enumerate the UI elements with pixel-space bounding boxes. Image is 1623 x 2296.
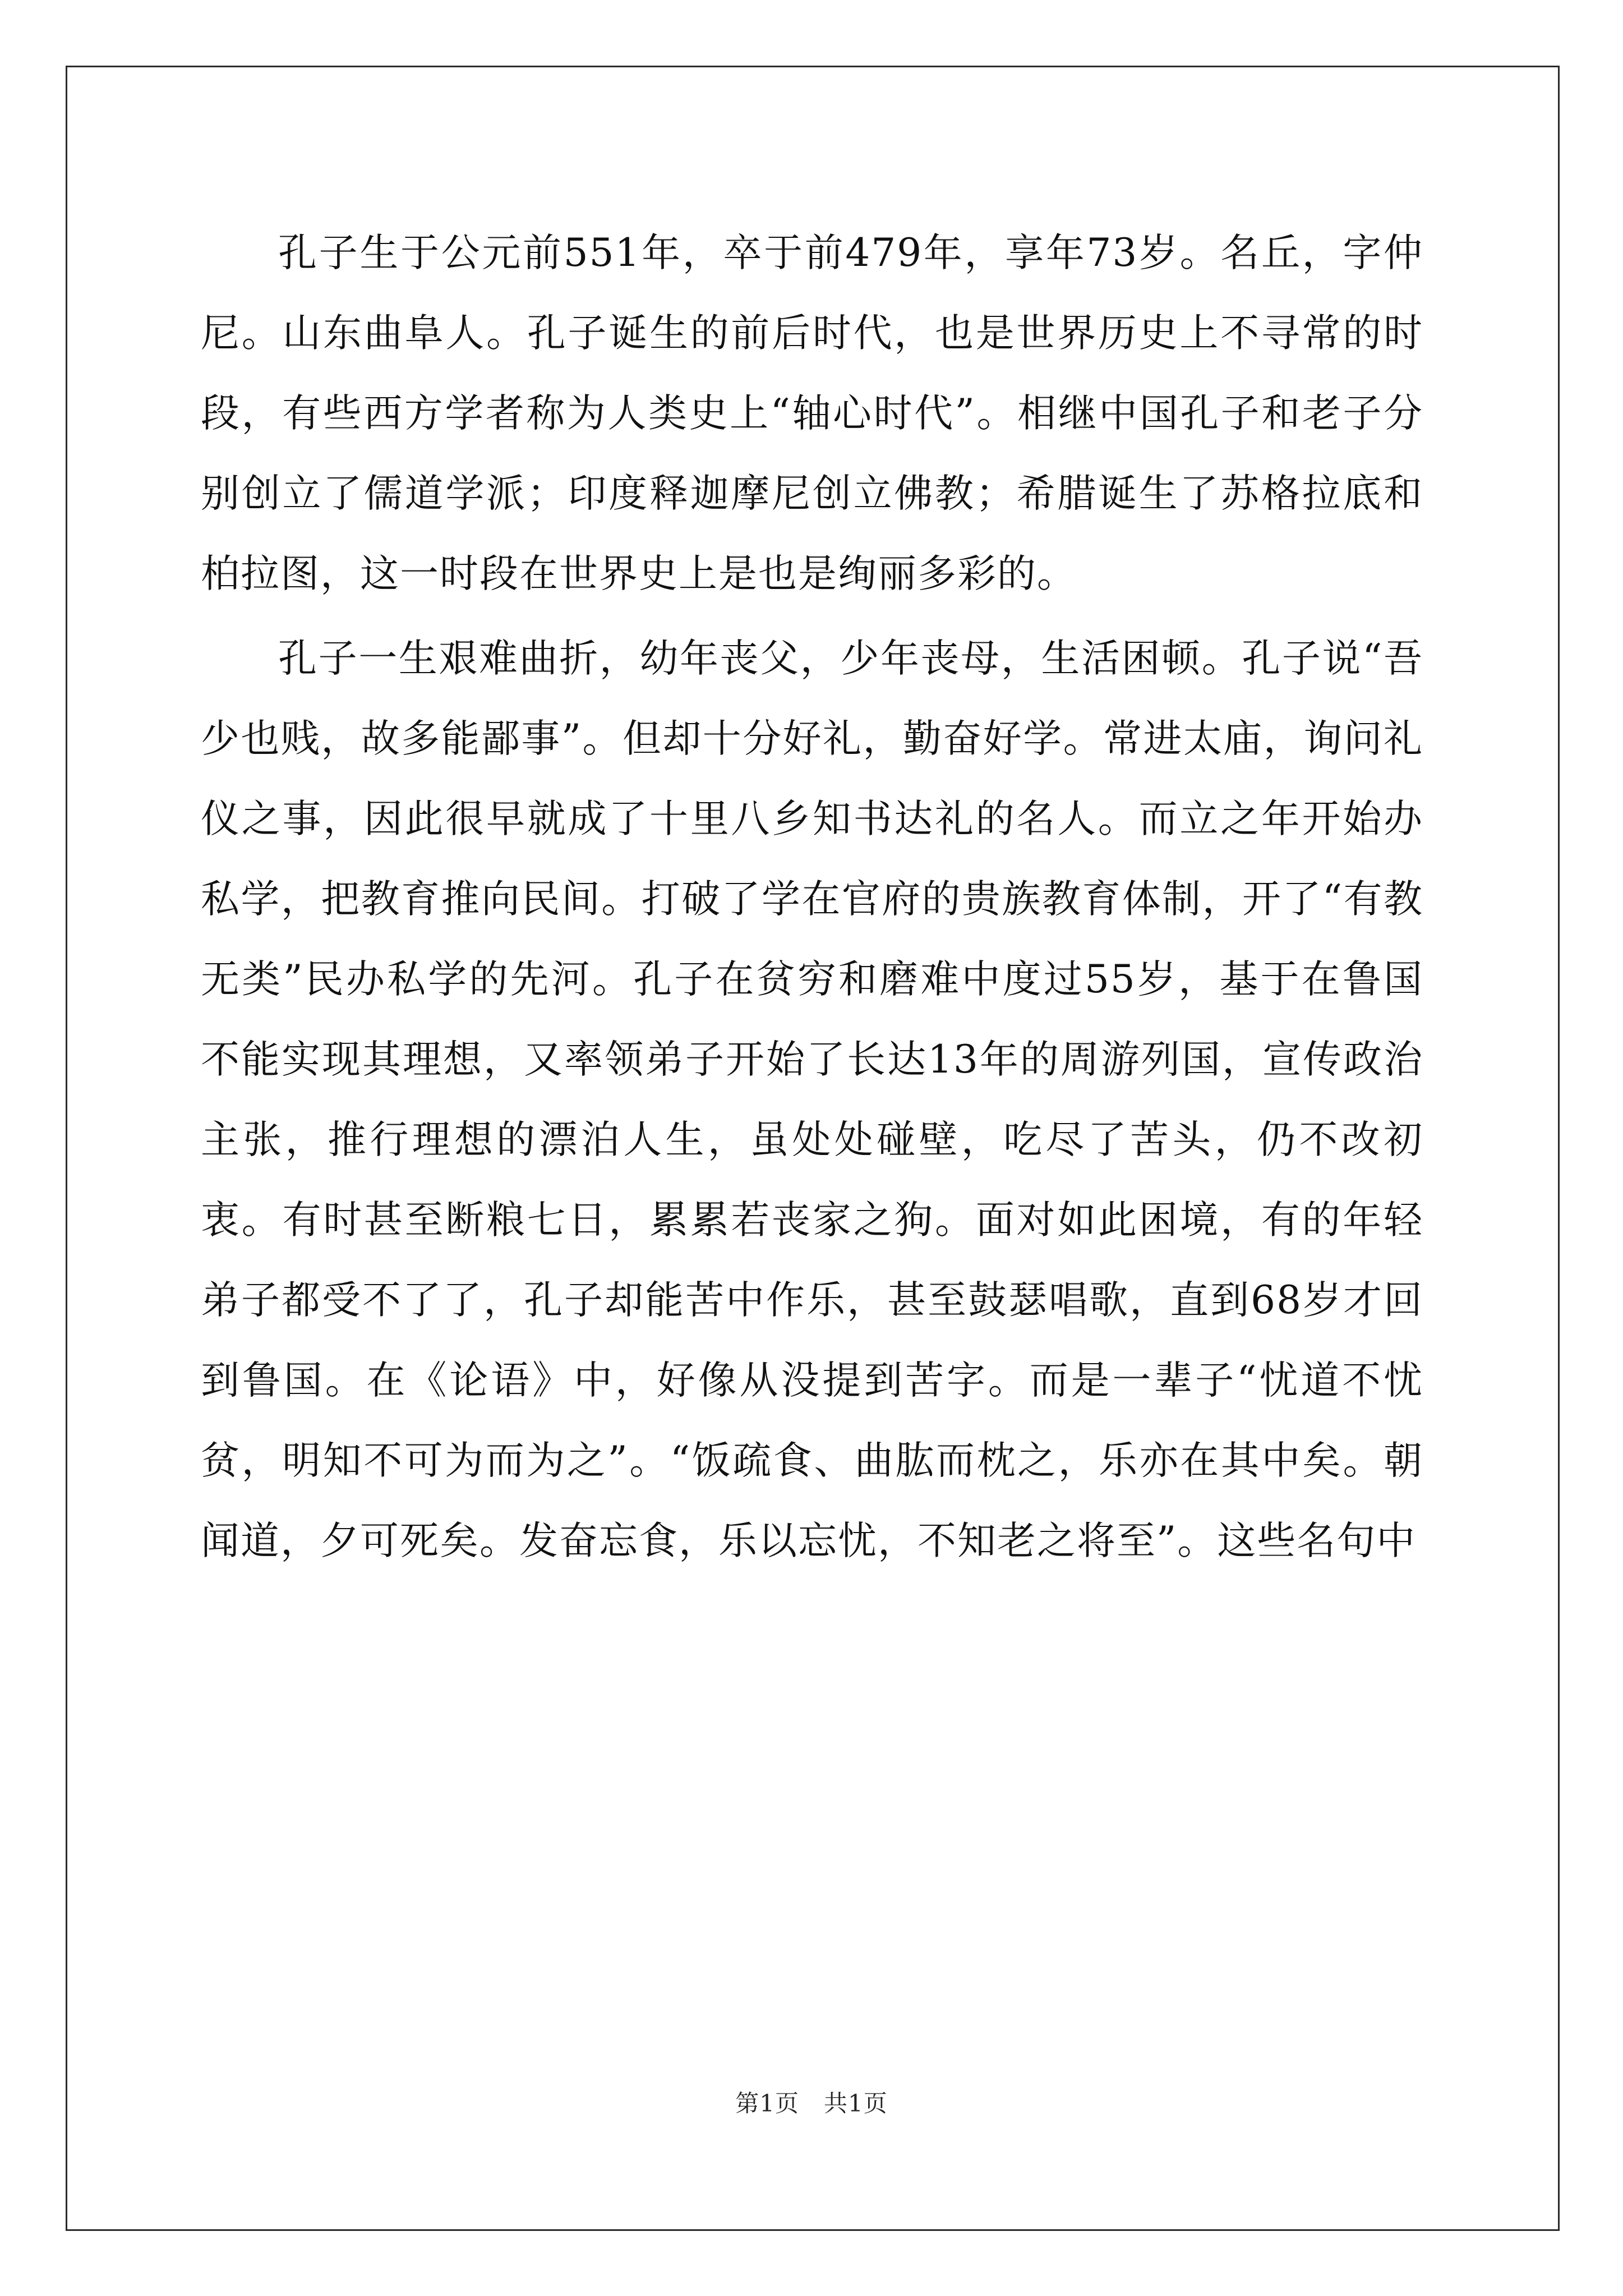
paragraph-2: 孔子一生艰难曲折，幼年丧父，少年丧母，生活困顿。孔子说“吾少也贱，故多能鄙事”。但却十分好礼，勤奋好学。常进太庙，询问礼仪之事，因此很早就成了十里八乡知书达礼的名人。而立之年开始办私学，把教育推向民间。打破了学在官府的贵族教育体制，开了“有教无类”民办私学的先河。孔子在贫穷和磨难中度过55岁，基于在鲁国不能实现其理想，又率领弟子开始了长达13年的周游列国，宣传政治主张，推行理想的漂泊人生，虽处处碰壁，吃尽了苦头，仍不改初衷。有时甚至断粮七日，累累若丧家之狗。面对如此困境，有的年轻弟子都受不了了，孔子却能苦中作乐，甚至鼓瑟唱歌，直到68岁才回到鲁国。在《论语》中，好像从没提到苦字。而是一辈子“忧道不忧贫，明知不可为而为之”。“饭疏食、曲肱而枕之，乐亦在其中矣。朝闻道，夕可死矣。发奋忘食，乐以忘忧，不知老之将至”。这些名句中 — [201, 636, 1423, 1563]
page-number: 第1页 — [735, 2090, 799, 2117]
paragraph-1: 孔子生于公元前551年，卒于前479年，享年73岁。名丘，字仲尼。山东曲阜人。孔子诞生的前后时代，也是世界历史上不寻常的时段，有些西方学者称为人类史上“轴心时代”。相继中国孔子和老子分别创立了儒道学派；印度释迦摩尼创立佛教；希腊诞生了苏格拉底和柏拉图，这一时段在世界史上是也是绚丽多彩的。 — [201, 231, 1423, 596]
document-body — [201, 213, 1423, 1586]
page-footer — [0, 2087, 1623, 2120]
page-total: 共1页 — [824, 2090, 888, 2117]
